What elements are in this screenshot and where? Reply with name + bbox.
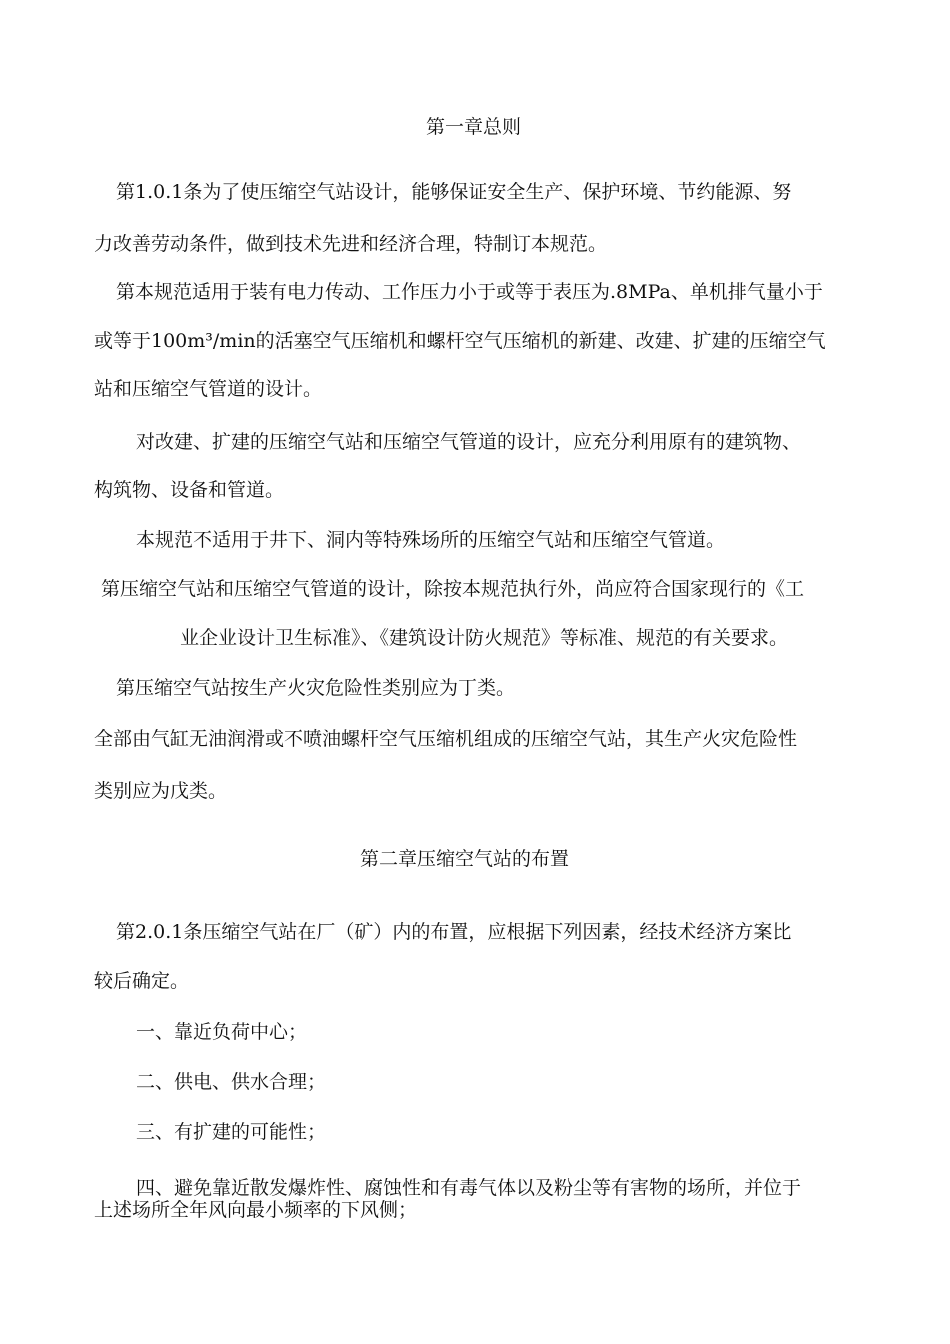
article-2-0-1-line-1: 第2.0.1条压缩空气站在厂（矿）内的布置，应根据下列因素，经技术经济方案比 [116,921,792,943]
scope-line-2: 或等于100m³/min的活塞空气压缩机和螺杆空气压缩机的新建、改建、扩建的压缩空气 [94,330,826,352]
list-item-4-line-1: 四、避免靠近散发爆炸性、腐蚀性和有毒气体以及粉尘等有害物的场所，并位于 [136,1177,802,1199]
article-2-0-1-line-2: 较后确定。 [94,970,190,992]
list-item-3: 三、有扩建的可能性； [136,1121,327,1143]
oil-free-line-1: 全部由气缸无油润滑或不喷油螺杆空气压缩机组成的压缩空气站，其生产火灾危险性 [94,728,798,750]
scope-line-1: 第本规范适用于装有电力传动、工作压力小于或等于表压为.8MPa、单机排气量小于 [116,281,823,303]
scope-line-3: 站和压缩空气管道的设计。 [94,378,323,400]
chapter-1-title: 第一章总则 [426,116,522,138]
fire-class-text: 第压缩空气站按生产火灾危险性类别应为丁类。 [116,677,516,699]
reuse-line-1: 对改建、扩建的压缩空气站和压缩空气管道的设计，应充分利用原有的建筑物、 [136,431,802,453]
compliance-line-2: 业企业设计卫生标准》、《建筑设计防火规范》等标准、规范的有关要求。 [180,627,789,649]
compliance-line-1: 第压缩空气站和压缩空气管道的设计，除按本规范执行外，尚应符合国家现行的《工 [101,578,805,600]
chapter-2-title: 第二章压缩空气站的布置 [360,848,570,870]
list-item-4-line-2: 上述场所全年风向最小频率的下风侧； [94,1199,418,1221]
oil-free-line-2: 类别应为戊类。 [94,780,228,802]
article-1-0-1-line-2: 力改善劳动条件，做到技术先进和经济合理，特制订本规范。 [94,233,608,255]
exclusion-text: 本规范不适用于井下、洞内等特殊场所的压缩空气站和压缩空气管道。 [136,529,726,551]
list-item-1: 一、靠近负荷中心； [136,1021,308,1043]
list-item-2: 二、供电、供水合理； [136,1071,327,1093]
article-1-0-1-line-1: 第1.0.1条为了使压缩空气站设计，能够保证安全生产、保护环境、节约能源、努 [116,181,792,203]
reuse-line-2: 构筑物、设备和管道。 [94,479,285,501]
